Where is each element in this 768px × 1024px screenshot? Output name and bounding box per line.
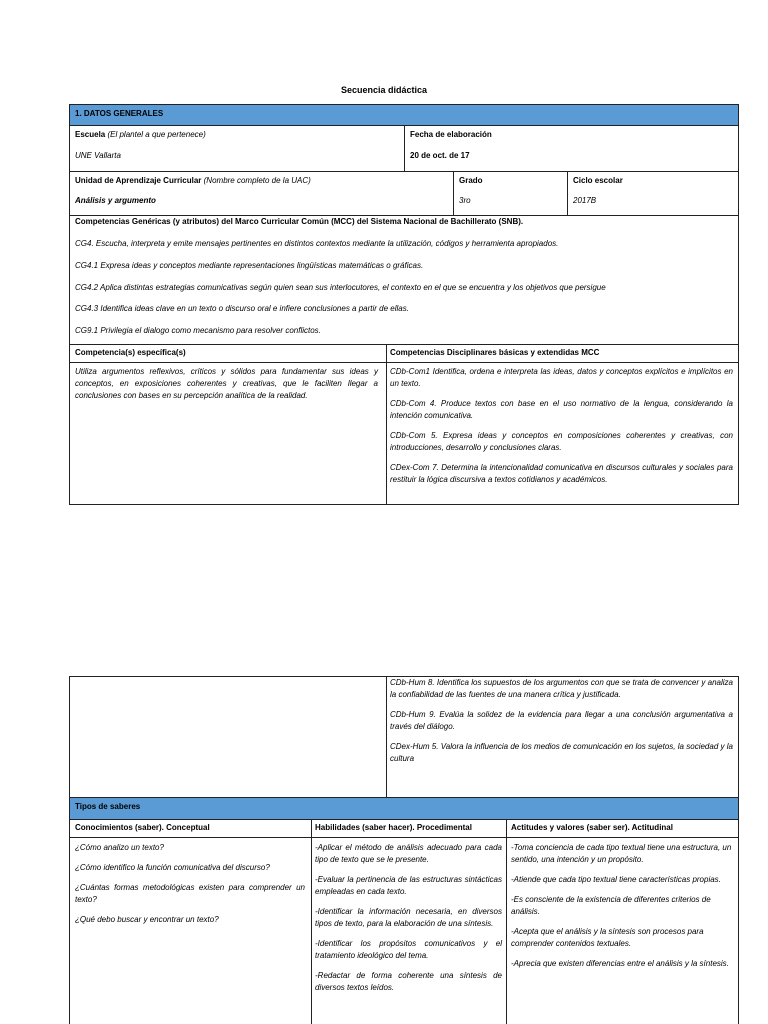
grado-label: Grado: [459, 176, 483, 185]
fecha-value: 20 de oct. de 17: [410, 151, 470, 160]
ciclo-label: Ciclo escolar: [573, 176, 623, 185]
actitudes-title: Actitudes y valores (saber ser). Actitudinal: [511, 823, 673, 832]
actitud-item: -Es consciente de la existencia de diferentes criterios de análisis.: [511, 895, 711, 916]
datos-generales-header: 1. DATOS GENERALES: [70, 105, 738, 125]
conocimiento-item: ¿Qué debo buscar y encontrar un texto?: [75, 915, 219, 924]
conocimientos-list: [70, 842, 310, 1024]
competencia-generica-item: CG4.1 Expresa ideas y conceptos mediante representaciones lingüísticas matemáticas o gráficas.: [75, 261, 424, 270]
actitud-item: -Acepta que el análisis y la síntesis son procesos para comprender contenidos textuales.: [511, 927, 704, 948]
actitudes-list: [507, 842, 738, 1024]
habilidad-item: -Redactar de forma coherente una síntesis de diversos textos leídos.: [315, 971, 502, 992]
conocimiento-item: ¿Cuántas formas metodológicas existen para comprender un texto?: [75, 883, 305, 904]
competencia-generica-item: CG4.2 Aplica distintas estrategias comunicativas según quien sean sus interlocutores, el contexto en el que se encuentra y los objetivos que persigue: [75, 283, 606, 292]
competencias-genericas-title: Competencias Genéricas (y atributos) del Marco Curricular Común (MCC) del Sistema Nacional de Bachillerato (SNB).: [75, 217, 524, 226]
competencias-disciplinares-list: [387, 366, 738, 504]
habilidad-item: -Identificar los propósitos comunicativos y el tratamiento ideológico del tema.: [315, 939, 502, 960]
habilidad-item: -Evaluar la pertinencia de las estructuras sintácticas empleadas en cada texto.: [315, 875, 502, 896]
competencia-generica-item: CG4. Escucha, interpreta y emite mensajes pertinentes en distintos contextos mediante la utilización, códigos y herramienta apropiados.: [75, 239, 559, 248]
competencia-especifica-text: Utiliza argumentos reflexivos, críticos y sólidos para fundamentar sus ideas y conceptos, en exposiciones coherentes y creativas, que le faciliten llegar a conclusiones con bases en su percepción analítica de la realidad.: [75, 367, 378, 400]
conocimientos-title: Conocimientos (saber). Conceptual: [75, 823, 210, 832]
actitud-item: -Toma conciencia de cada tipo textual tiene una estructura, un sentido, una intención y un propósito.: [511, 843, 732, 864]
competencia-disciplinar-item: CDex-Hum 5. Valora la influencia de los medios de comunicación en los sujetos, la sociedad y la cultura: [390, 742, 733, 763]
grado-value: 3ro: [459, 196, 471, 205]
competencia-generica-item: CG9.1 Privilegia el dialogo como mecanismo para resolver conflictos.: [75, 326, 321, 335]
uac-label: Unidad de Aprendizaje Curricular (Nombre completo de la UAC): [75, 176, 311, 185]
habilidad-item: -Aplicar el método de análisis adecuado para cada tipo de texto que se le presente.: [315, 843, 502, 864]
escuela-label: Escuela (El plantel a que pertenece): [75, 130, 206, 139]
actitud-item: -Aprecia que existen diferencias entre el análisis y la síntesis.: [511, 959, 729, 968]
habilidades-list: [312, 842, 505, 1024]
habilidad-item: -Identificar la información necesaria, en diversos tipos de texto, para la elaboración de una síntesis.: [315, 907, 502, 928]
competencia-especifica-title: Competencia(s) específica(s): [75, 348, 186, 357]
tipos-saberes-header: Tipos de saberes: [70, 798, 738, 819]
competencia-disciplinar-item: CDb-Com 5. Expresa ideas y conceptos en composiciones coherentes y creativas, con introducciones, desarrollo y conclusiones claras.: [390, 431, 733, 452]
escuela-value: UNE Vallarta: [75, 151, 121, 160]
conocimiento-item: ¿Cómo identifico la función comunicativa del discurso?: [75, 863, 270, 872]
competencia-generica-item: CG4.3 Identifica ideas clave en un texto o discurso oral e infiere conclusiones a partir de ellas.: [75, 304, 409, 313]
competencia-disciplinar-item: CDb-Hum 8. Identifica los supuestos de los argumentos con que se trata de convencer y analiza la confiabilidad de las fuentes de una manera crítica y justificada.: [390, 678, 733, 699]
competencia-disciplinar-item: CDex-Com 7. Determina la intencionalidad comunicativa en discursos culturales y sociales para restituir la lógica discursiva a textos cotidianos y académicos.: [390, 463, 733, 484]
competencia-disciplinar-item: CDb-Hum 9. Evalúa la solidez de la evidencia para llegar a una conclusión argumentativa a través del diálogo.: [390, 710, 733, 731]
competencia-disciplinar-item: CDb-Com 4. Produce textos con base en el uso normativo de la lengua, considerando la intención comunicativa.: [390, 399, 733, 420]
conocimiento-item: ¿Cómo analizo un texto?: [75, 843, 164, 852]
actitud-item: -Atiende que cada tipo textual tiene características propias.: [511, 875, 721, 884]
page-title: Secuencia didáctica: [340, 85, 428, 95]
fecha-label: Fecha de elaboración: [410, 130, 492, 139]
competencias-disciplinares-title: Competencias Disciplinares básicas y extendidas MCC: [390, 348, 600, 357]
competencias-disciplinares-continued: [387, 677, 738, 797]
habilidades-title: Habilidades (saber hacer). Procedimental: [315, 823, 472, 832]
ciclo-value: 2017B: [573, 196, 597, 205]
uac-value: Análisis y argumento: [75, 196, 156, 205]
competencia-disciplinar-item: CDb-Com1 Identifica, ordena e interpreta las ideas, datos y conceptos explícitos e implícitos en un texto.: [390, 367, 733, 388]
